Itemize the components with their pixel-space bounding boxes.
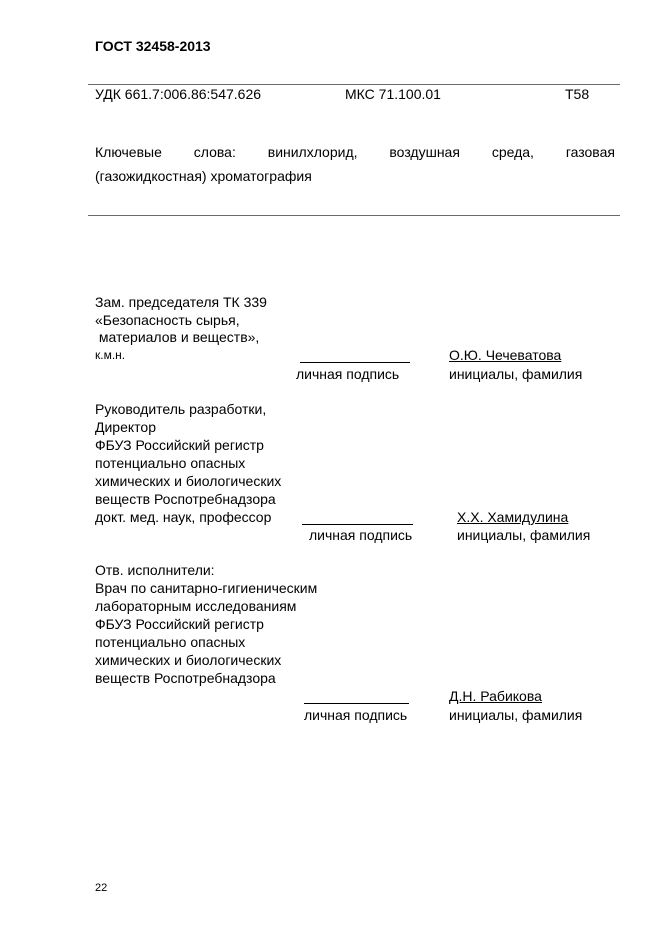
keyword-word: среда, bbox=[491, 144, 534, 160]
mks-code: МКС 71.100.01 bbox=[345, 86, 441, 102]
top-divider bbox=[88, 84, 620, 85]
signatory-position-line: материалов и веществ», bbox=[95, 329, 260, 345]
signature-caption: личная подпись bbox=[304, 707, 408, 723]
signatory-position-line: ФБУЗ Российский регистр bbox=[95, 616, 264, 632]
signatory-position-line: химических и биологических bbox=[95, 473, 282, 489]
document-title: ГОСТ 32458-2013 bbox=[95, 38, 211, 54]
signature-caption: личная подпись bbox=[309, 527, 413, 543]
name-caption: инициалы, фамилия bbox=[449, 366, 583, 382]
category-code: Т58 bbox=[565, 86, 590, 102]
signatory-position-line: Руководитель разработки, bbox=[95, 401, 267, 417]
signatory-name: Д.Н. Рабикова bbox=[449, 688, 542, 704]
signatory-position-line: «Безопасность сырья, bbox=[95, 311, 240, 328]
keyword-word: Ключевые bbox=[95, 144, 162, 160]
keyword-word: слова: bbox=[193, 144, 236, 160]
page-number: 22 bbox=[95, 882, 108, 894]
signatory-position-line: Директор bbox=[95, 419, 156, 435]
signatory-name: О.Ю. Чечеватова bbox=[449, 347, 562, 363]
signatory-position-line: потенциально опасных bbox=[95, 634, 246, 650]
signature-line bbox=[302, 524, 413, 525]
name-caption: инициалы, фамилия bbox=[457, 527, 591, 543]
signature-line bbox=[300, 362, 410, 363]
signatory-position-line: лабораторным исследованиям bbox=[95, 598, 297, 614]
signatory-position-line: потенциально опасных bbox=[95, 455, 246, 471]
signatory-position-line: веществ Роспотребнадзора bbox=[95, 670, 276, 686]
signatory-position-line: Зам. председателя ТК 339 bbox=[95, 294, 267, 310]
signatory-position-line: химических и биологических bbox=[95, 652, 282, 668]
keyword-word: газовая bbox=[565, 144, 615, 160]
bottom-divider bbox=[88, 215, 620, 216]
signatory-degree: к.м.н. bbox=[95, 347, 126, 362]
signature-line bbox=[304, 703, 409, 704]
keyword-word: воздушная bbox=[389, 144, 460, 160]
keywords-line-2: (газожидкостная) хроматография bbox=[95, 168, 312, 184]
signatory-position-line: веществ Роспотребнадзора bbox=[95, 491, 276, 507]
udc-code: УДК 661.7:006.86:547.626 bbox=[95, 86, 262, 102]
signatory-name: Х.Х. Хамидулина bbox=[457, 509, 569, 525]
signatory-degree: докт. мед. наук, профессор bbox=[95, 509, 272, 525]
signatory-position-line: Врач по санитарно-гигиеническим bbox=[95, 580, 318, 596]
keyword-word: винилхлорид, bbox=[267, 144, 358, 160]
keywords-line-1 bbox=[95, 140, 615, 164]
signature-caption: личная подпись bbox=[296, 366, 400, 382]
name-caption: инициалы, фамилия bbox=[449, 707, 583, 723]
signatory-position-line: Отв. исполнители: bbox=[95, 562, 215, 578]
signatory-position-line: ФБУЗ Российский регистр bbox=[95, 437, 264, 453]
